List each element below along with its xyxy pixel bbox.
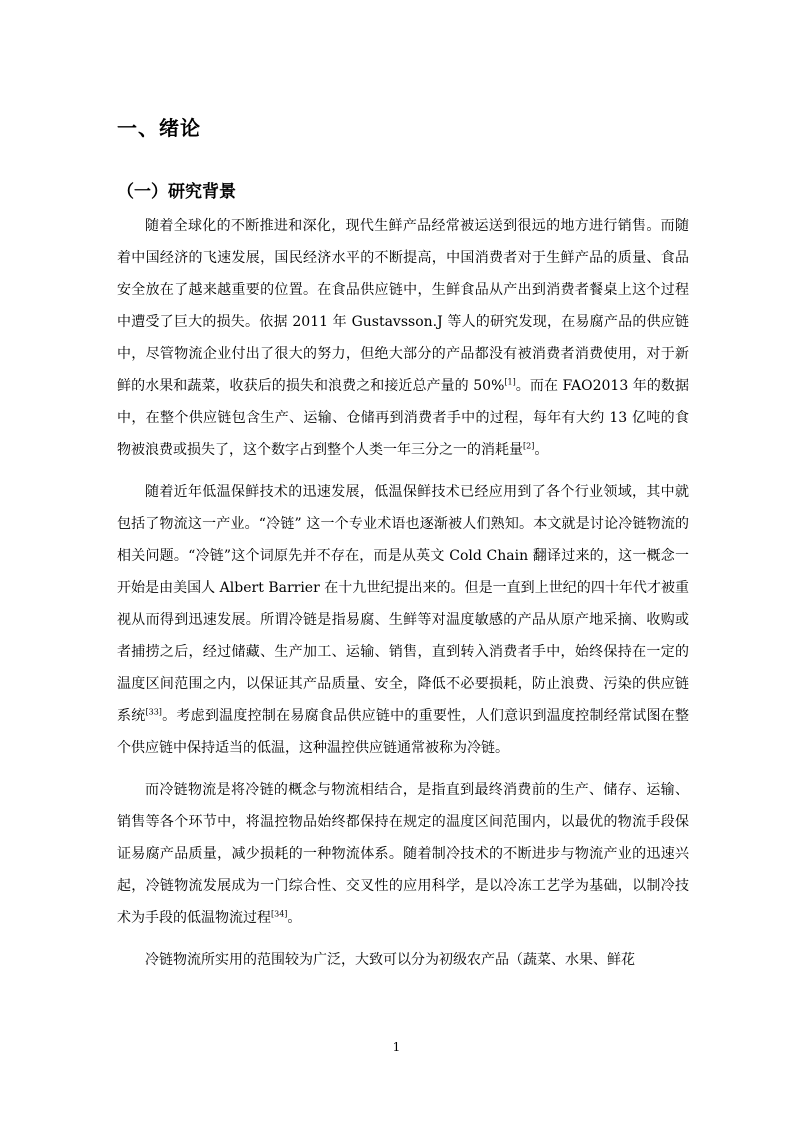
citation-ref: [2] [523,441,535,451]
chapter-heading: 一、绪论 [117,116,201,140]
paragraph-3 [117,774,689,934]
paragraph-text: 。 [534,442,549,458]
citation-ref: [33] [145,707,162,717]
paragraph-text: 冷链物流所实用的范围较为广泛，大致可以分为初级农产品（蔬菜、水果、鲜花 [145,952,635,968]
paragraph-text: 随着全球化的不断推进和深化，现代生鲜产品经常被运送到很远的地方进行销售。而随着中国经济的飞速发展，国民经济水平的不断提高，中国消费者对于生鲜产品的质量、食品安全放在了越来越重要的位置。在食品供应链中，生鲜食品从产出到消费者餐桌上这个过程中遭受了巨大的损失。依据 2011 年 Gustavsson.J 等人的研究发现，在易腐产品的供应链中，尽管物流企业付出了很大的努力，但绝大部分的产品都没有被消费者消费使用，对于新鲜的水果和蔬菜，收获后的损失和浪费之和接近总产量的 50% [117,218,689,394]
paragraph-4 [117,944,689,976]
paragraph-text: 随着近年低温保鲜技术的迅速发展，低温保鲜技术已经应用到了各个行业领域，其中就包括了物流这一产业。“冷链” 这一个专业术语也逐渐被人们熟知。本文就是讨论冷链物流的相关问题。“冷链”这个词原先并不存在，而是从英文 Cold Chain 翻译过来的，这一概念一开始是由美国人 Albert Barrier 在十九世纪提出来的。但是一直到上世纪的四十年代才被重视从而得到迅速发展。所谓冷链是指易腐、生鲜等对温度敏感的产品从原产地采摘、收购或者捕捞之后，经过储藏、生产加工、运输、销售，直到转入消费者手中，始终保持在一定的温度区间范围之内，以保证其产品质量、安全，降低不必要损耗，防止浪费、污染的供应链系统 [117,484,689,724]
citation-ref: [1] [504,377,516,387]
citation-ref: [34] [271,909,288,919]
paragraph-text: 。 [287,910,302,926]
paragraph-2 [117,476,689,764]
paragraph-text: 。而在 FAO2013 年的数据中，在整个供应链包含生产、运输、仓储再到消费者手中的过程，每年有大约 13 亿吨的食物被浪费或损失了，这个数字占到整个人类一年三分之一的消耗量 [117,378,689,458]
paragraph-text: 而冷链物流是将冷链的概念与物流相结合，是指直到最终消费前的生产、储存、运输、销售等各个环节中，将温控物品始终都保持在规定的温度区间范围内，以最优的物流手段保证易腐产品质量，减少损耗的一种物流体系。随着制冷技术的不断进步与物流产业的迅速兴起，冷链物流发展成为一门综合性、交叉性的应用科学，是以冷冻工艺学为基础，以制冷技术为手段的低温物流过程 [117,782,689,926]
page-number: 1 [392,1040,401,1054]
paragraph-text: 。考虑到温度控制在易腐食品供应链中的重要性，人们意识到温度控制经常试图在整个供应链中保持适当的低温，这种温控供应链通常被称为冷链。 [117,708,690,756]
section-heading: （一）研究背景 [117,182,236,202]
paragraph-1 [117,210,689,466]
body-text [117,210,689,986]
